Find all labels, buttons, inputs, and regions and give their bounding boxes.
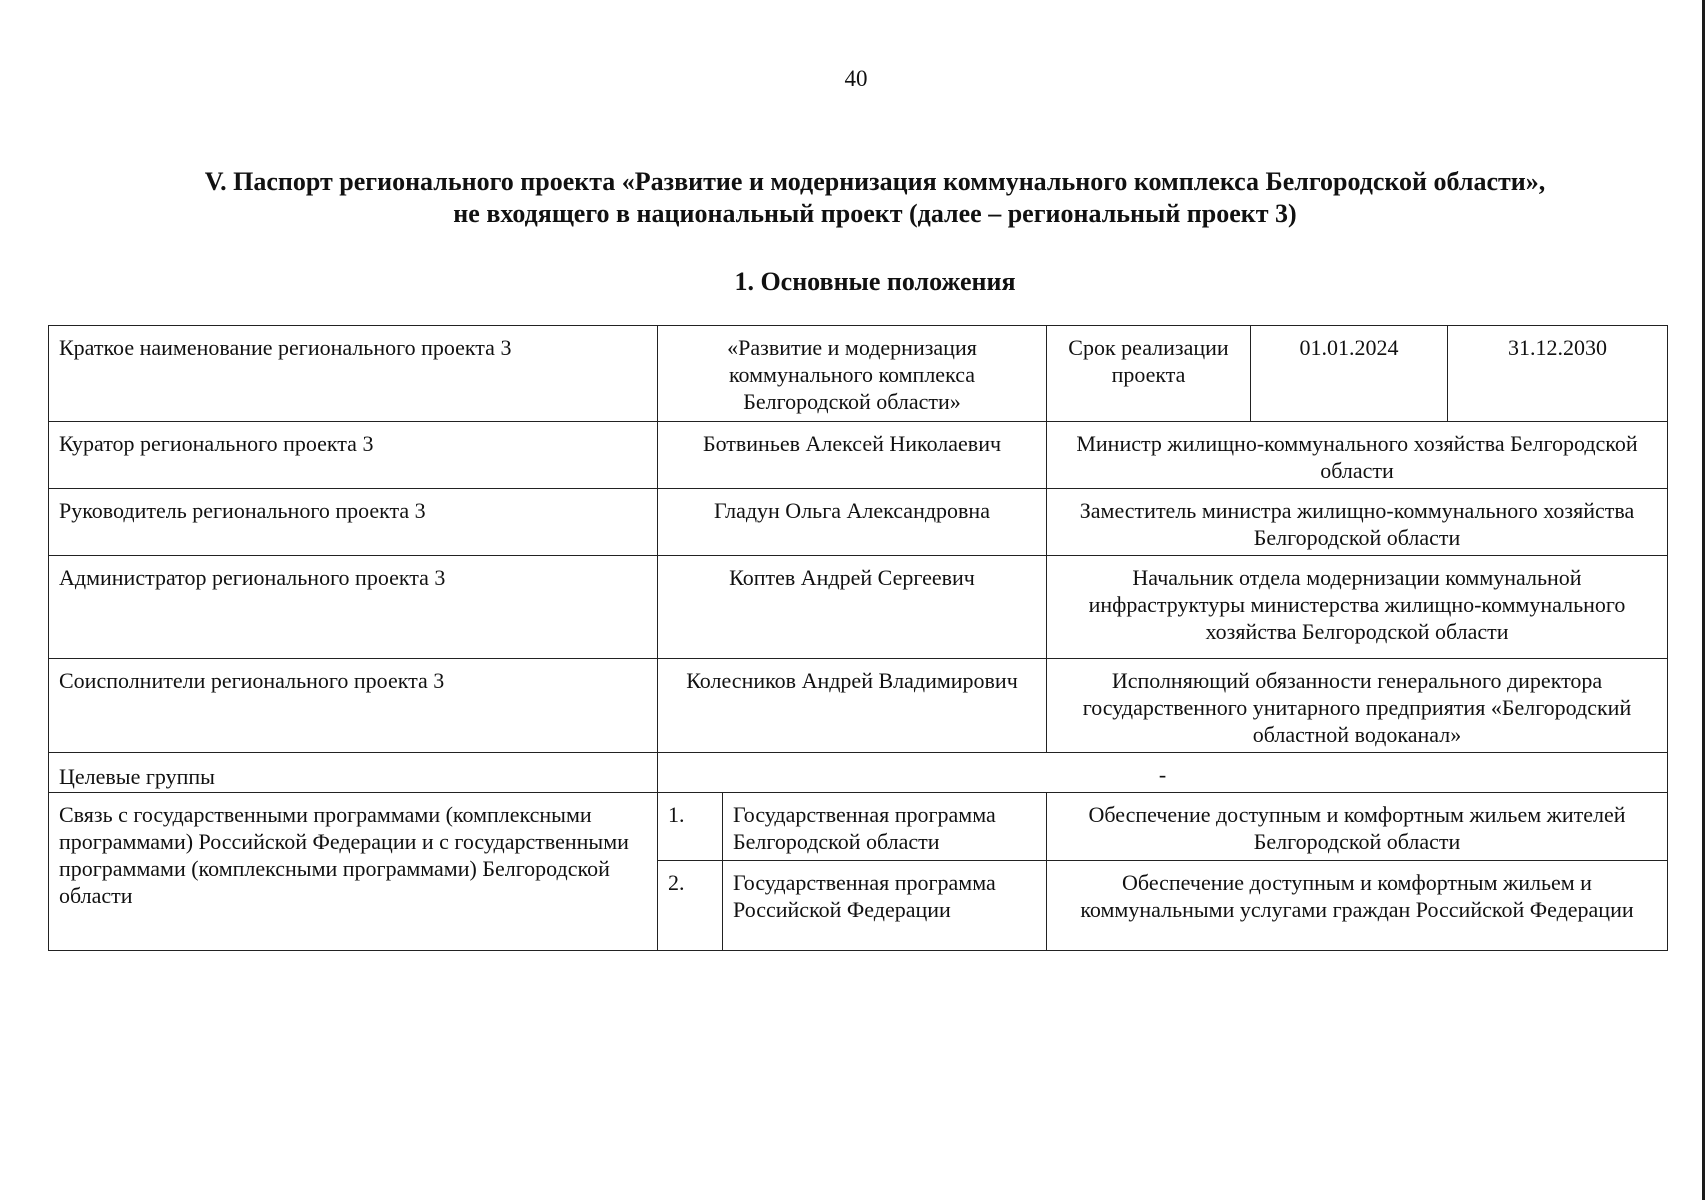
table-row-admin [49,556,1668,659]
coexecutors-position: Исполняющий обязанности генерального директора государственного унитарного предприятия «Белгородский областной водоканал» [1047,659,1668,753]
head-position: Заместитель министра жилищно-коммунального хозяйства Белгородской области [1047,489,1668,556]
short-name-label: Краткое наименование регионального проекта 3 [49,326,658,422]
table-row-program-link-1 [49,793,1668,861]
program-link-name: Обеспечение доступным и комфортным жильем жителей Белгородской области [1047,793,1668,861]
curator-label: Куратор регионального проекта 3 [49,422,658,489]
start-date: 01.01.2024 [1251,326,1448,422]
head-name: Гладун Ольга Александровна [658,489,1047,556]
head-label: Руководитель регионального проекта 3 [49,489,658,556]
table-row-target-groups [49,753,1668,793]
admin-label: Администратор регионального проекта 3 [49,556,658,659]
program-link-type: Государственная программа Российской Федерации [723,861,1047,951]
curator-position: Министр жилищно-коммунального хозяйства Белгородской области [1047,422,1668,489]
table-row-short-name [49,326,1668,422]
table-row-curator [49,422,1668,489]
section-title [0,166,1705,230]
page-number: 40 [844,66,868,91]
table-row-head [49,489,1668,556]
period-label: Срок реализации проекта [1047,326,1251,422]
short-name-value: «Развитие и модернизация коммунального комплекса Белгородской области» [658,326,1047,422]
program-link-number: 2. [658,861,723,951]
program-link-name: Обеспечение доступным и комфортным жильем и коммунальными услугами граждан Российской Федерации [1047,861,1668,951]
subsection-title: 1. Основные положения [734,267,1016,296]
passport-table [48,325,1668,951]
target-groups-value: - [658,753,1668,793]
table-row-coexecutors [49,659,1668,753]
admin-name: Коптев Андрей Сергеевич [658,556,1047,659]
coexecutors-name: Колесников Андрей Владимирович [658,659,1047,753]
curator-name: Ботвиньев Алексей Николаевич [658,422,1047,489]
program-links-label: Связь с государственными программами (комплексными программами) Российской Федерации и с государственными программами (комплексными программами) Белгородской области [49,793,658,951]
target-groups-label: Целевые группы [49,753,658,793]
coexecutors-label: Соисполнители регионального проекта 3 [49,659,658,753]
section-title-line-2: не входящего в национальный проект (далее – региональный проект 3) [453,199,1297,228]
admin-position: Начальник отдела модернизации коммунальной инфраструктуры министерства жилищно-коммунального хозяйства Белгородской области [1047,556,1668,659]
section-title-line-1: V. Паспорт регионального проекта «Развитие и модернизация коммунального комплекса Белгородской области», [204,167,1546,196]
program-link-number: 1. [658,793,723,861]
end-date: 31.12.2030 [1448,326,1668,422]
program-link-type: Государственная программа Белгородской области [723,793,1047,861]
